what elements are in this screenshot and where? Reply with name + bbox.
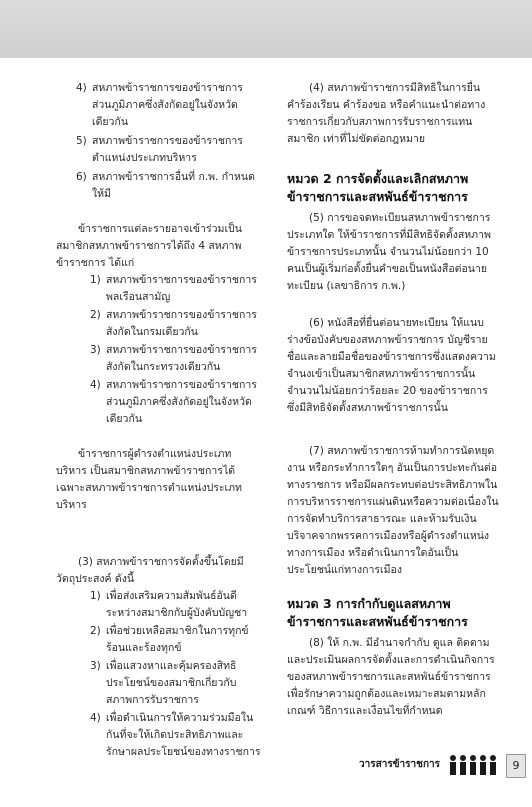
- right-column: [287, 80, 499, 720]
- paragraph: ข้าราชการแต่ละรายอาจเข้าร่วมเป็นสมาชิกสหภาพข้าราชการได้ถึง 4 สหภาพข้าราชการ ได้แก่: [56, 223, 242, 269]
- list-item: 3) สหภาพข้าราชการของข้าราชการสังกัดในกระทรวงเดียวกัน: [90, 344, 257, 373]
- list-item: 3) เพื่อแสวงหาและคุ้มครองสิทธิประโยชน์ของสมาชิกเกี่ยวกับสภาพการรับราชการ: [90, 660, 237, 706]
- paragraph: (6) หนังสือที่ยื่นต่อนายทะเบียน ให้แนบร่างข้อบังคับของสหภาพข้าราชการ บัญชีรายชื่อและลายมือชื่อของข้าราชการซึ่งแสดงความจำนงเข้าเป็นสมาชิกสหภาพข้าราชการนั้น จำนวนไม่น้อยกว่าร้อยละ 20 ของข้าราชการซึ่งมีสิทธิจัดตั้งสหภาพข้าราชการนั้น: [287, 317, 496, 414]
- left-column: [56, 80, 262, 761]
- page-footer: [300, 752, 532, 780]
- list-item: 6) สหภาพข้าราชการอื่นที่ ก.พ. กำหนดให้มี: [76, 171, 255, 200]
- list-item: 1) เพื่อส่งเสริมความสัมพันธ์อันดีระหว่างสมาชิกกับผู้บังคับบัญชา: [90, 590, 248, 619]
- people-icon: [448, 754, 506, 776]
- list-item: 4) เพื่อดำเนินการให้ความร่วมมือในกันที่จะให้เกิดประสิทธิภาพและรักษาผลประโยชน์ของทางราชการ: [90, 712, 261, 758]
- paragraph: (7) สหภาพข้าราชการห้ามทำการนัดหยุดงาน หรือกระทำการใดๆ อันเป็นการปะทะกันต่อทางราชการ หรือมีผลกระทบต่อประสิทธิภาพในการบริหารราชการแผ่นดินหรือความต่อเนื่องในการจัดทำบริการสาธารณะ และห้ามรับเงินบริจาคจากพรรคการเมืองหรือผู้ดำรงตำแหน่งทางการเมือง หรือดำเนินการใดอันเป็นประโยชน์แก่ทางการเมือง: [287, 445, 499, 576]
- list-item: 2) สหภาพข้าราชการของข้าราชการสังกัดในกรมเดียวกัน: [90, 309, 257, 338]
- section-heading: หมวด 3 การกำกับดูแลสหภาพข้าราชการและสหพันธ์ข้าราชการ: [287, 596, 468, 629]
- list-item: 1) สหภาพข้าราชการของข้าราชการพลเรือนสามัญ: [90, 274, 257, 303]
- page-number: 9: [506, 754, 526, 778]
- list-item: 4) สหภาพข้าราชการของข้าราชการส่วนภูมิภาคซึ่งสังกัดอยู่ในจังหวัดเดียวกัน: [76, 82, 243, 128]
- journal-title: วารสารข้าราชการ: [359, 759, 440, 770]
- list-item: 4) สหภาพข้าราชการของข้าราชการส่วนภูมิภาคซึ่งสังกัดอยู่ในจังหวัดเดียวกัน: [90, 379, 257, 425]
- header-band: [0, 0, 532, 58]
- paragraph: (4) สหภาพข้าราชการมีสิทธิในการยื่นคำร้องเรียน คำร้องขอ หรือคำแนะนำต่อทางราชการเกี่ยวกับสภาพการรับราชการแทนสมาชิก เท่าที่ไม่ขัดต่อกฎหมาย: [287, 82, 486, 145]
- list-item: 2) เพื่อช่วยเหลือสมาชิกในการทุกข์ร้อนและร้องทุกข์: [90, 625, 249, 654]
- list-item: 5) สหภาพข้าราชการของข้าราชการตำแหน่งประเภทบริหาร: [76, 135, 243, 164]
- paragraph: (3) สหภาพข้าราชการจัดตั้งขึ้นโดยมีวัตถุประสงค์ ดังนี้: [56, 556, 244, 585]
- paragraph: (8) ให้ ก.พ. มีอำนาจกำกับ ดูแล ติดตาม และประเมินผลการจัดตั้งและการดำเนินกิจการของสหภาพข้าราชการและสหพันธ์ข้าราชการ เพื่อรักษาความถูกต้องและเหมาะสมตามหลักเกณฑ์ วิธีการและเงื่อนไขที่กำหนด: [287, 637, 495, 717]
- section-heading: หมวด 2 การจัดตั้งและเลิกสหภาพข้าราชการและสหพันธ์ข้าราชการ: [287, 171, 469, 204]
- paragraph: ข้าราชการผู้ดำรงตำแหน่งประเภทบริหาร เป็นสมาชิกสหภาพข้าราชการได้เฉพาะสหภาพข้าราชการตำแหน่งประเภทบริหาร: [56, 448, 242, 511]
- paragraph: (5) การขอจดทะเบียนสหภาพข้าราชการประเภทใด ให้ข้าราชการที่มีสิทธิจัดตั้งสหภาพข้าราชการประเภทนั้น จำนวนไม่น้อยกว่า 10 คนเป็นผู้เริ่มก่อตั้งยื่นคำขอเป็นหนังสือต่อนายทะเบียน (เลขาธิการ ก.พ.): [287, 212, 491, 292]
